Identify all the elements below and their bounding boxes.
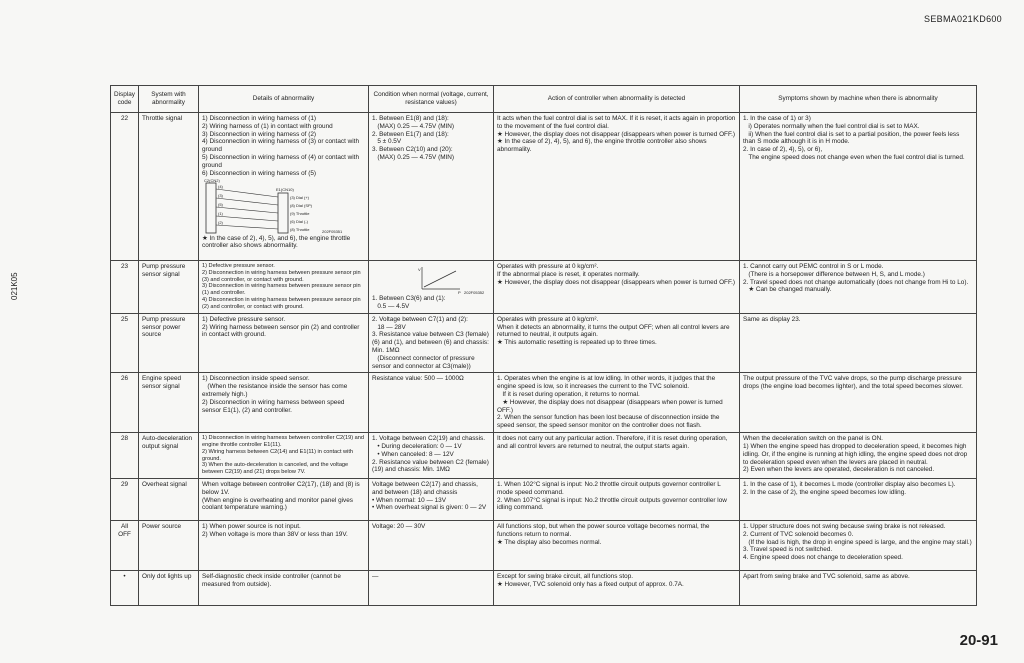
details-cell	[199, 313, 369, 373]
details-line: 2) When voltage is more than 38V or less than 19V.	[202, 530, 348, 538]
symptoms-line: 3. Travel speed is not switched.	[743, 546, 833, 554]
action-line: Operates with pressure at 0 kg/cm².	[497, 315, 599, 323]
condition-line: 3. Between C2(10) and (20):	[372, 146, 453, 154]
header-details: Details of abnormality	[199, 86, 369, 113]
display-code-cell: 25	[111, 313, 139, 373]
condition-line: 3. Resistance value between C3 (female) (6) and (1), and between (6) and chassis: Min. 1MΩ	[372, 331, 491, 354]
action-line: 2. When the sensor function has been lost because of disconnection inside the speed sensor, the speed sensor monitor on the controller does not flash.	[497, 414, 722, 430]
symptoms-line: Same as display 23.	[743, 315, 801, 323]
condition-line: (Disconnect connector of pressure sensor and connector at C3(male))	[372, 354, 477, 370]
system-cell: Engine speed sensor signal	[139, 373, 199, 433]
details-cell	[199, 113, 369, 261]
system-cell: Throttle signal	[139, 113, 199, 261]
system-cell: Power source	[139, 520, 199, 570]
condition-cell	[369, 433, 494, 479]
header-symptoms: Symptoms shown by machine when there is abnormality	[740, 86, 977, 113]
symptoms-line: The engine speed does not change even when the fuel control dial is turned.	[743, 154, 965, 162]
wire-label: (5)	[218, 201, 223, 207]
wire-line	[216, 189, 278, 197]
symptoms-cell	[740, 113, 977, 261]
action-line: ★ This automatic resetting is repeated up to three times.	[497, 339, 657, 347]
header-action: Action of controller when abnormality is detected	[494, 86, 740, 113]
symptoms-line: 2. In case of 2), 4), 5), or 6),	[743, 146, 823, 154]
wire-label: (3)	[218, 192, 223, 198]
condition-line: • When normal: 10 — 13V	[372, 496, 446, 504]
condition-cell	[369, 520, 494, 570]
condition-cell	[369, 478, 494, 520]
action-line: ★ However, the display does not disappear (disappears when power is turned OFF.)	[497, 130, 736, 138]
action-line: When it detects an abnormality, it turns the output OFF; when all control levers are returned to neutral, it outputs again.	[497, 323, 732, 339]
pin-label: (3) Dial (+)	[290, 194, 310, 200]
symptoms-line: 1. Upper structure does not swing because swing brake is not released.	[743, 522, 946, 530]
symptoms-line: i) Operates normally when the fuel control dial is set to MAX.	[743, 122, 920, 130]
condition-cell	[369, 313, 494, 373]
action-line: All functions stop, but when the power source voltage becomes normal, the functions return to normal.	[497, 522, 712, 538]
symptoms-line: When the deceleration switch on the panel is ON.	[743, 435, 883, 443]
symptoms-line: 2) Even when the levers are operated, deceleration is not canceled.	[743, 466, 935, 474]
wire-label: (4)	[218, 183, 223, 189]
system-cell: Only dot lights up	[139, 570, 199, 605]
condition-line: —	[372, 572, 379, 580]
details-line: 3) Disconnection in wiring harness of (2)	[202, 130, 317, 138]
action-line: ★ However, the display does not disappear (disappears when power is turned OFF.)	[497, 398, 725, 414]
condition-line: 2. Between E1(7) and (18):	[372, 130, 449, 138]
symptoms-line: ★ Can be changed manually.	[743, 286, 832, 294]
details-line: (When the resistance inside the sensor has come extremely high.)	[202, 383, 350, 398]
table-row	[111, 433, 977, 479]
graph-figure-id: 202F05352	[464, 290, 485, 295]
condition-line: 18 — 28V	[372, 323, 406, 331]
page-number: 20-91	[959, 632, 998, 649]
details-line: 1) When power source is not input.	[202, 522, 301, 530]
symptoms-cell	[740, 520, 977, 570]
system-cell: Overheat signal	[139, 478, 199, 520]
action-cell	[494, 261, 740, 314]
right-connector-box	[278, 193, 288, 233]
wire-line	[216, 198, 278, 205]
pin-label: (8) Throttle	[290, 226, 310, 232]
graph-y-label: V	[418, 267, 421, 272]
action-line: 2. When 107°C signal is input: No.2 throttle circuit outputs governor controller low idling command.	[497, 496, 729, 512]
display-code-cell: All OFF	[111, 520, 139, 570]
display-code-cell: 26	[111, 373, 139, 433]
condition-line: (MAX) 0.25 — 4.75V (MIN)	[372, 154, 455, 162]
details-line: 2) Wiring harness between sensor pin (2) and controller in contact with ground.	[202, 323, 362, 339]
graph-line	[424, 271, 456, 287]
side-section-code: 021K05	[10, 272, 19, 300]
left-connector-box	[206, 183, 216, 233]
details-line: 4) Disconnection in wiring harness of (3) or contact with ground	[202, 138, 361, 154]
details-cell	[199, 478, 369, 520]
pin-label: (6) Dial (-)	[290, 218, 308, 224]
action-cell	[494, 433, 740, 479]
system-cell: Pump pressure sensor power source	[139, 313, 199, 373]
header-condition: Condition when normal (voltage, current, resistance values)	[369, 86, 494, 113]
symptoms-line: (If the load is high, the drop in engine speed is large, and the engine may stall.)	[743, 538, 972, 546]
action-line: ★ In the case of 2), 4), 5), and 6), the engine throttle controller also shows abnormality.	[497, 138, 709, 154]
condition-cell	[369, 113, 494, 261]
action-line: Except for swing brake circuit, all functions stop.	[497, 572, 634, 580]
symptoms-line: Apart from swing brake and TVC solenoid, same as above.	[743, 572, 910, 580]
symptoms-line: 1) When the engine speed has dropped to deceleration speed, it becomes high idling. Or, if the engine is running at high idling, the engine speed does not drop to deceleration speed even when the levers are placed in neutral.	[743, 442, 969, 466]
condition-cell	[369, 373, 494, 433]
details-cell	[199, 433, 369, 479]
details-line: 2) Wiring harness of (1) in contact with ground	[202, 122, 333, 130]
details-line: 3) Disconnection in wiring harness between pressure sensor pin (1) and controller.	[202, 283, 363, 297]
condition-line: 0.5 — 4.5V	[372, 302, 410, 310]
condition-line: Voltage: 20 — 30V	[372, 522, 426, 530]
details-line: 1) Disconnection in wiring harness of (1)	[202, 115, 317, 122]
condition-line: Voltage between C2(17) and chassis, and between (18) and chassis	[372, 480, 480, 496]
condition-cell	[369, 570, 494, 605]
wire-label: (1)	[218, 210, 223, 216]
details-line: 6) Disconnection in wiring harness of (5)	[202, 169, 317, 177]
figure-id: 202F05351	[322, 228, 343, 234]
action-cell	[494, 570, 740, 605]
display-code-cell: 22	[111, 113, 139, 261]
system-cell: Pump pressure sensor signal	[139, 261, 199, 314]
symptoms-cell	[740, 313, 977, 373]
symptoms-line: 2. In the case of 2), the engine speed becomes low idling.	[743, 488, 907, 496]
throttle-wiring-diagram	[202, 179, 362, 235]
pressure-voltage-graph	[376, 265, 486, 295]
table-row	[111, 373, 977, 433]
wire-label: (2)	[218, 219, 223, 225]
condition-line: 1. Between C3(6) and (1):	[372, 295, 446, 302]
details-line: Self-diagnostic check inside controller (cannot be measured from outside).	[202, 572, 343, 588]
symptoms-line: 1. In the case of 1) or 3)	[743, 115, 811, 122]
pin-label: (8) Dial (SP)	[290, 202, 313, 208]
action-cell	[494, 313, 740, 373]
details-note: ★ In the case of 2), 4), 5), and 6), the engine throttle controller also shows abnormality.	[202, 234, 352, 250]
details-cell	[199, 570, 369, 605]
symptoms-cell	[740, 570, 977, 605]
details-line: 1) Disconnection in wiring harness between controller C2(19) and engine throttle controller E1(11).	[202, 435, 366, 448]
condition-line: 1. Between E1(8) and (18):	[372, 115, 449, 122]
action-cell	[494, 373, 740, 433]
symptoms-cell	[740, 478, 977, 520]
wire-line	[216, 216, 278, 221]
symptoms-line: (There is a horsepower difference between H, S, and L mode.)	[743, 270, 925, 278]
action-line: If the abnormal place is reset, it operates normally.	[497, 270, 640, 278]
action-cell	[494, 520, 740, 570]
table-row	[111, 520, 977, 570]
action-line: It acts when the fuel control dial is set to MAX. If it is reset, it acts again in proportion to the movement of the fuel control dial.	[497, 115, 738, 130]
table-row	[111, 113, 977, 261]
display-code-cell: 23	[111, 261, 139, 314]
details-line: 1) Defective pressure sensor.	[202, 315, 286, 323]
symptoms-line: 2. Travel speed does not change automatically (does not change from Hi to Lo).	[743, 278, 969, 286]
table-row	[111, 313, 977, 373]
header-system: System with abnormality	[139, 86, 199, 113]
symptoms-cell	[740, 373, 977, 433]
action-line: 1. Operates when the engine is at low idling. In other words, it judges that the engine speed is low, so it increases the current to the TVC solenoid.	[497, 375, 717, 391]
condition-line: • When canceled: 8 — 12V	[372, 450, 454, 458]
action-line: If it is reset during operation, it returns to normal.	[497, 391, 640, 398]
system-cell: Auto-deceleration output signal	[139, 433, 199, 479]
action-line: ★ However, TVC solenoid only has a fixed output of approx. 0.7A.	[497, 580, 684, 588]
action-line: It does not carry out any particular action. Therefore, if it is reset during operation, and all control levers are returned to neutral, the output starts again.	[497, 435, 730, 450]
action-line: ★ The display also becomes normal.	[497, 538, 602, 546]
action-cell	[494, 478, 740, 520]
details-cell	[199, 261, 369, 314]
symptoms-cell	[740, 261, 977, 314]
symptoms-line: 4. Engine speed does not change to deceleration speed.	[743, 554, 903, 562]
table-row	[111, 261, 977, 314]
details-line: 3) When the auto-deceleration is canceled, and the voltage between C2(19) and (21) drops below 7V.	[202, 462, 350, 476]
details-line: 1) Defective pressure sensor.	[202, 263, 275, 269]
symptoms-line: 2. Current of TVC solenoid becomes 0.	[743, 530, 854, 538]
left-connector-label: C2(CN2)	[204, 178, 220, 183]
table-header-row	[111, 86, 977, 113]
symptoms-line: The output pressure of the TVC valve drops, so the pump discharge pressure drops (the engine load becomes lighter), and the total speed becomes slower.	[743, 375, 964, 391]
symptoms-line: 1. Cannot carry out PEMC control in S or L mode.	[743, 263, 884, 270]
details-line: 2) Disconnection in wiring harness between speed sensor E1(1), (2) and controller.	[202, 398, 347, 414]
action-line: Operates with pressure at 0 kg/cm².	[497, 263, 599, 270]
pin-label: (9) Throttle	[290, 210, 310, 216]
details-line: 2) Wiring harness between C2(14) and E1(11) in contact with ground.	[202, 448, 355, 462]
action-cell	[494, 113, 740, 261]
action-line: 1. When 102°C signal is input: No.2 throttle circuit outputs governor controller L mode speed command.	[497, 480, 723, 496]
action-line: ★ However, the display does not disappear (disappears when power is turned OFF.)	[497, 278, 736, 286]
details-cell	[199, 373, 369, 433]
condition-line: 5 ± 0.5V	[372, 138, 402, 146]
abnormality-table	[110, 85, 977, 606]
header-display-code: Display code	[111, 86, 139, 113]
symptoms-cell	[740, 433, 977, 479]
condition-line: (MAX) 0.25 — 4.75V (MIN)	[372, 122, 455, 130]
condition-line: 1. Voltage between C2(19) and chassis.	[372, 435, 485, 443]
condition-line: • During deceleration: 0 — 1V	[372, 442, 462, 450]
condition-line: Resistance value: 500 — 1000Ω	[372, 375, 464, 383]
wire-line	[216, 207, 278, 213]
details-line: 5) Disconnection in wiring harness of (4) or contact with ground	[202, 154, 361, 169]
details-line: 2) Disconnection in wiring harness between pressure sensor pin (3) and controller, or contact with ground.	[202, 269, 363, 283]
details-line: 4) Disconnection in wiring harness between pressure sensor pin (2) and controller, or contact with ground.	[202, 297, 363, 310]
table-row	[111, 570, 977, 605]
wire-line	[216, 225, 278, 229]
display-code-cell: 29	[111, 478, 139, 520]
graph-x-label: P	[458, 290, 461, 295]
condition-cell	[369, 261, 494, 314]
details-cell	[199, 520, 369, 570]
display-code-cell: 28	[111, 433, 139, 479]
details-line: 1) Disconnection inside speed sensor.	[202, 375, 310, 383]
display-code-cell: •	[111, 570, 139, 605]
details-line: (When engine is overheating and monitor panel gives coolant temperature warning.)	[202, 496, 355, 512]
condition-line: • When overheat signal is given: 0 — 2V	[372, 504, 487, 512]
condition-line: 2. Voltage between C7(1) and (2):	[372, 315, 468, 323]
table-row	[111, 478, 977, 520]
document-id: SEBMA021KD600	[924, 14, 1002, 24]
symptoms-line: 1. In the case of 1), it becomes L mode (controller display also becomes L).	[743, 480, 956, 488]
symptoms-line: ii) When the fuel control dial is set to a partial position, the power feels less than S mode although it is in H mode.	[743, 130, 962, 146]
details-line: When voltage between controller C2(17), (18) and (8) is below 1V.	[202, 480, 362, 496]
condition-line: 2. Resistance value between C2 (female)(19) and chassis: Min. 1MΩ	[372, 458, 489, 474]
right-connector-label: E1(CN10)	[276, 186, 294, 192]
